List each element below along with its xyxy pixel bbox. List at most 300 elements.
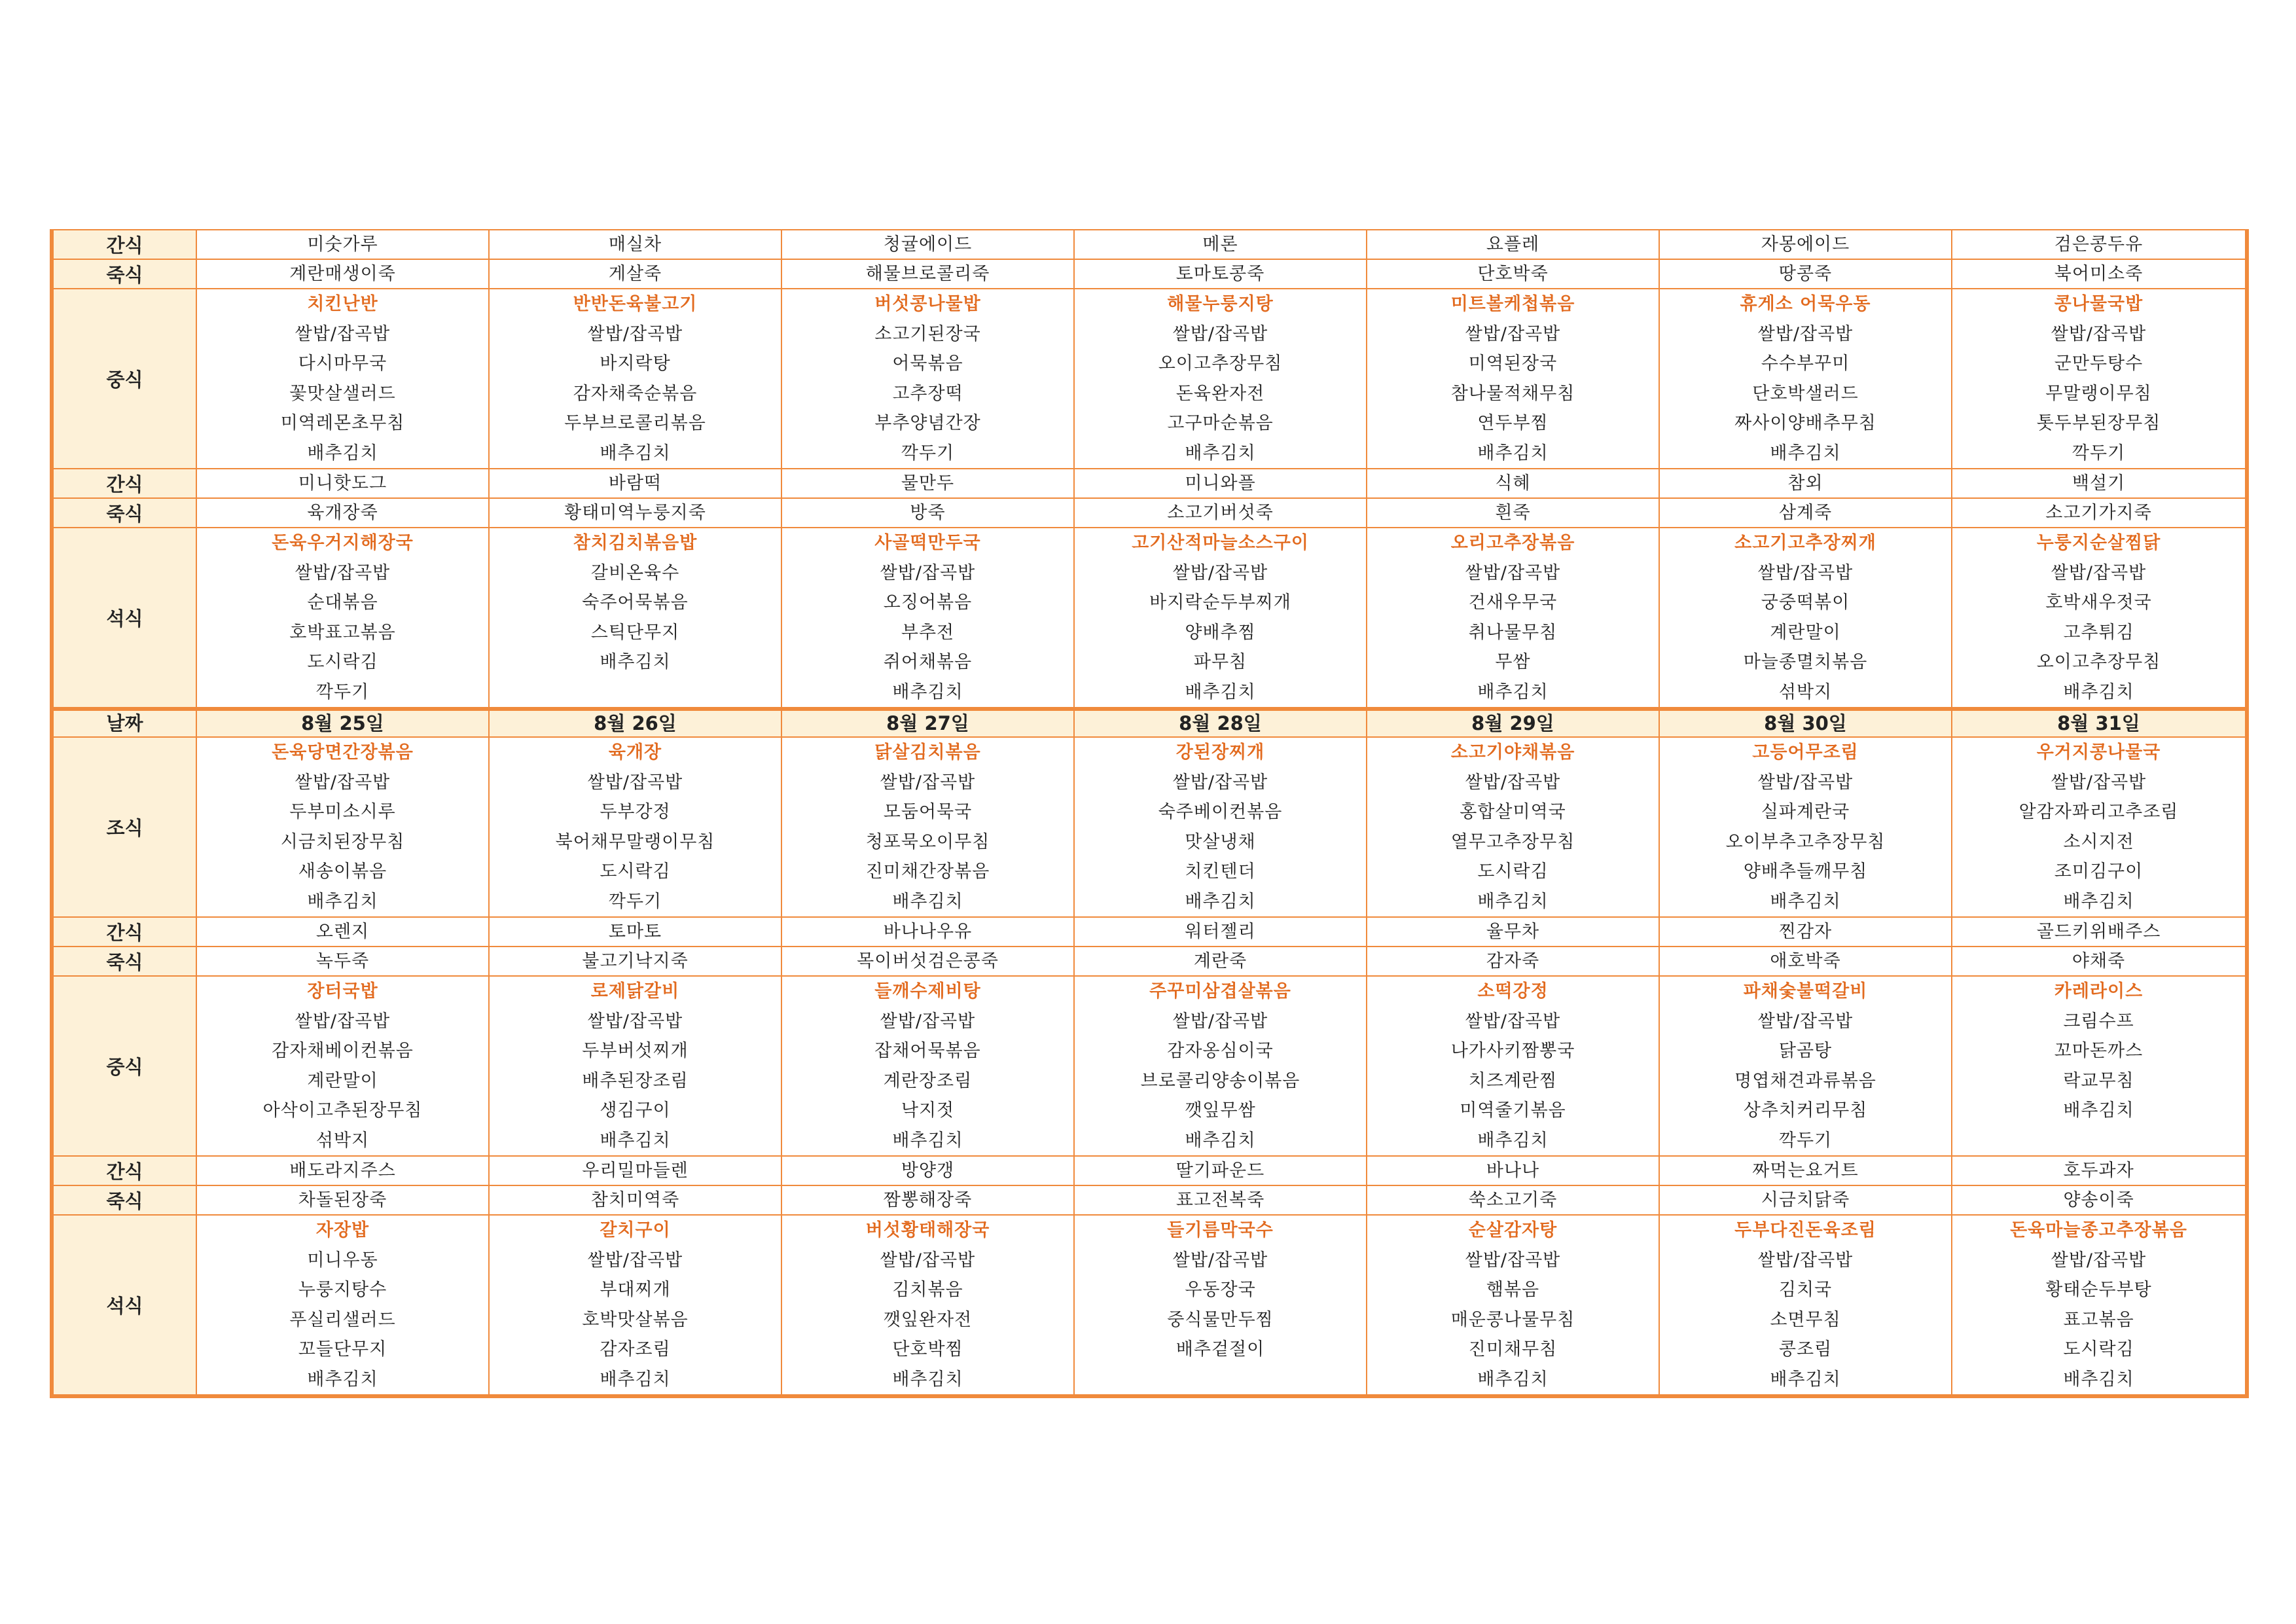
menu-cell <box>1659 947 1952 976</box>
menu-item: 참나물적채무침 <box>1450 383 1575 404</box>
meal-type-label: 중식 <box>52 289 196 469</box>
menu-item: 쌀밥/잡곡밥 <box>295 772 391 793</box>
menu-item: 호박맛살볶음 <box>582 1309 689 1330</box>
menu-item: 오렌지 <box>315 922 370 942</box>
menu-item: 청포묵오이무침 <box>865 831 990 852</box>
menu-item: 갈비온육수 <box>590 562 680 583</box>
main-dish: 소떡강정 <box>1477 981 1549 1001</box>
menu-item: 두부버섯찌개 <box>582 1041 689 1061</box>
menu-item: 배추김치 <box>600 1130 671 1151</box>
main-dish: 들깨수제비탕 <box>874 981 981 1001</box>
main-dish: 소고기고추장찌개 <box>1734 533 1876 553</box>
menu-cell <box>1367 289 1659 469</box>
main-dish: 육개장 <box>608 742 662 763</box>
meal-row <box>52 1215 2247 1396</box>
menu-item: 무쌈 <box>1495 652 1531 672</box>
menu-item: 김치볶음 <box>892 1280 963 1300</box>
menu-cell <box>781 1156 1074 1185</box>
menu-item: 열무고추장무침 <box>1450 831 1575 852</box>
menu-item: 실파계란국 <box>1761 802 1850 822</box>
menu-item: 계란장조림 <box>883 1070 973 1091</box>
menu-item: 양배추찜 <box>1185 622 1256 643</box>
main-dish: 우거지콩나물국 <box>2036 742 2161 763</box>
menu-item: 쌀밥/잡곡밥 <box>295 323 391 344</box>
menu-item: 쌀밥/잡곡밥 <box>2051 1250 2147 1271</box>
menu-item: 미역된장국 <box>1468 353 1558 374</box>
menu-item: 배도라지주스 <box>289 1161 396 1181</box>
menu-item: 낙지젓 <box>901 1100 955 1121</box>
menu-cell <box>196 1185 489 1215</box>
menu-item: 나가사키짬뽕국 <box>1450 1041 1575 1061</box>
menu-cell <box>1074 1215 1367 1396</box>
menu-cell <box>1367 737 1659 917</box>
menu-item: 북어채무말랭이무침 <box>555 831 715 852</box>
menu-item: 육개장죽 <box>307 503 378 523</box>
meal-type-label: 죽식 <box>52 498 196 528</box>
main-dish: 고등어무조림 <box>1752 742 1859 763</box>
menu-item: 시금치된장무침 <box>280 831 405 852</box>
meal-menu-table <box>50 229 2249 1398</box>
menu-item: 도시락김 <box>2063 1339 2134 1360</box>
menu-cell <box>781 1215 1074 1396</box>
menu-item: 새송이볶음 <box>298 861 387 882</box>
menu-cell <box>489 259 781 289</box>
menu-cell <box>1952 469 2247 498</box>
menu-item: 쌀밥/잡곡밥 <box>880 1011 976 1032</box>
menu-item <box>490 677 781 708</box>
menu-item: 진미채간장볶음 <box>865 861 990 882</box>
date-cell: 8월 25일 <box>196 709 489 737</box>
menu-item: 워터젤리 <box>1185 922 1256 942</box>
meal-row <box>52 917 2247 947</box>
menu-item: 매실차 <box>608 234 662 255</box>
menu-cell <box>1952 259 2247 289</box>
menu-item: 섞박지 <box>1778 681 1833 702</box>
menu-cell <box>196 230 489 259</box>
menu-item: 배추김치 <box>892 681 963 702</box>
menu-item: 꼬마돈까스 <box>2054 1041 2144 1061</box>
menu-item: 배추김치 <box>1185 442 1256 463</box>
menu-item: 꼬들단무지 <box>298 1339 387 1360</box>
menu-cell <box>1367 498 1659 528</box>
menu-item: 두부미소시루 <box>289 802 396 822</box>
main-dish: 장터국밥 <box>307 981 378 1001</box>
date-cell: 8월 30일 <box>1659 709 1952 737</box>
menu-cell <box>781 1185 1074 1215</box>
menu-item: 고구마순볶음 <box>1167 413 1274 433</box>
meal-type-label: 죽식 <box>52 1185 196 1215</box>
menu-cell <box>1659 737 1952 917</box>
menu-item: 숙주어묵볶음 <box>582 592 689 613</box>
main-dish: 돈육당면간장볶음 <box>272 742 414 763</box>
menu-item: 어묵볶음 <box>892 353 963 374</box>
menu-item: 미숫가루 <box>307 234 378 255</box>
menu-item: 백설기 <box>2072 473 2126 494</box>
menu-item: 쌀밥/잡곡밥 <box>1465 323 1561 344</box>
menu-item: 골드키위배주스 <box>2036 922 2161 942</box>
menu-item: 감자옹심이국 <box>1167 1041 1274 1061</box>
menu-item: 깍두기 <box>901 442 955 463</box>
menu-cell <box>1074 976 1367 1156</box>
menu-item: 누룽지탕수 <box>298 1280 387 1300</box>
menu-cell <box>1952 1215 2247 1396</box>
menu-item: 호박새우젓국 <box>2045 592 2152 613</box>
main-dish: 소고기야채볶음 <box>1450 742 1575 763</box>
meal-type-label: 간식 <box>52 1156 196 1185</box>
meal-row <box>52 259 2247 289</box>
menu-cell <box>489 469 781 498</box>
menu-item: 진미채무침 <box>1468 1339 1558 1360</box>
menu-item: 소시지전 <box>2063 831 2134 852</box>
menu-cell <box>1367 1215 1659 1396</box>
menu-cell <box>196 289 489 469</box>
menu-item: 양송이죽 <box>2063 1190 2134 1210</box>
menu-cell <box>1074 498 1367 528</box>
menu-cell <box>781 528 1074 709</box>
menu-item: 쌀밥/잡곡밥 <box>1757 562 1854 583</box>
menu-item: 쌀밥/잡곡밥 <box>295 562 391 583</box>
menu-cell <box>781 917 1074 947</box>
menu-cell <box>1659 1185 1952 1215</box>
meal-row <box>52 469 2247 498</box>
menu-item: 푸실리샐러드 <box>289 1309 396 1330</box>
menu-cell <box>1952 1185 2247 1215</box>
menu-cell <box>489 230 781 259</box>
menu-cell <box>781 498 1074 528</box>
menu-item: 바람떡 <box>608 473 662 494</box>
menu-item: 쌀밥/잡곡밥 <box>1757 1250 1854 1271</box>
menu-item: 배추김치 <box>600 442 671 463</box>
menu-cell <box>1659 917 1952 947</box>
menu-item: 배추김치 <box>307 1369 378 1390</box>
menu-item: 검은콩두유 <box>2054 234 2144 255</box>
menu-item: 배추김치 <box>892 1369 963 1390</box>
menu-item: 짜먹는요거트 <box>1752 1161 1859 1181</box>
menu-cell <box>1074 1185 1367 1215</box>
menu-item: 쌀밥/잡곡밥 <box>2051 562 2147 583</box>
date-label: 날짜 <box>52 709 196 737</box>
meal-type-label: 죽식 <box>52 947 196 976</box>
menu-cell <box>196 259 489 289</box>
menu-item: 치킨텐더 <box>1185 861 1256 882</box>
meal-row <box>52 737 2247 917</box>
menu-item: 쑥소고기죽 <box>1468 1190 1558 1210</box>
date-row <box>52 709 2247 737</box>
menu-item: 호두과자 <box>2063 1161 2134 1181</box>
menu-cell <box>1659 469 1952 498</box>
menu-item: 바지락순두부찌개 <box>1149 592 1291 613</box>
menu-cell <box>1952 528 2247 709</box>
menu-item: 방죽 <box>910 503 946 523</box>
menu-cell <box>196 469 489 498</box>
menu-item: 자몽에이드 <box>1761 234 1850 255</box>
menu-item: 배추김치 <box>1477 891 1549 912</box>
menu-item: 쌀밥/잡곡밥 <box>1757 1011 1854 1032</box>
main-dish: 갈치구이 <box>600 1220 671 1240</box>
menu-cell <box>1659 528 1952 709</box>
menu-item: 메론 <box>1202 234 1238 255</box>
menu-item: 단호박샐러드 <box>1752 383 1859 404</box>
menu-item: 우리밀마들렌 <box>582 1161 689 1181</box>
menu-item: 게살죽 <box>608 264 662 284</box>
menu-item: 쌀밥/잡곡밥 <box>1465 1250 1561 1271</box>
main-dish: 미트볼케첩볶음 <box>1450 294 1575 314</box>
menu-cell <box>1659 1156 1952 1185</box>
menu-item: 표고볶음 <box>2063 1309 2134 1330</box>
menu-item: 감자죽 <box>1486 951 1540 971</box>
menu-item: 감자채죽순볶음 <box>573 383 698 404</box>
menu-item: 쌀밥/잡곡밥 <box>295 1011 391 1032</box>
menu-item: 수수부꾸미 <box>1761 353 1850 374</box>
menu-item: 토마토콩죽 <box>1175 264 1265 284</box>
menu-item: 조미김구이 <box>2054 861 2144 882</box>
menu-cell <box>1952 498 2247 528</box>
menu-item: 단호박찜 <box>892 1339 963 1360</box>
menu-item: 도시락김 <box>600 861 671 882</box>
menu-cell <box>781 289 1074 469</box>
meal-type-label: 석식 <box>52 1215 196 1396</box>
menu-cell <box>1367 259 1659 289</box>
menu-cell <box>781 737 1074 917</box>
menu-cell <box>489 737 781 917</box>
menu-item: 짜사이양배추무침 <box>1734 413 1876 433</box>
menu-item: 계란매생이죽 <box>289 264 396 284</box>
menu-item: 해물브로콜리죽 <box>865 264 990 284</box>
menu-item: 배추김치 <box>1770 442 1841 463</box>
menu-item: 닭곰탕 <box>1778 1041 1833 1061</box>
menu-item: 쌀밥/잡곡밥 <box>587 323 683 344</box>
menu-cell <box>1952 917 2247 947</box>
menu-item: 쌀밥/잡곡밥 <box>880 562 976 583</box>
menu-cell <box>489 1215 781 1396</box>
menu-cell <box>1952 230 2247 259</box>
menu-item: 배추된장조림 <box>582 1070 689 1091</box>
meal-row <box>52 1185 2247 1215</box>
menu-cell <box>1659 976 1952 1156</box>
menu-item: 배추김치 <box>892 891 963 912</box>
menu-item: 도시락김 <box>1477 861 1549 882</box>
menu-item: 미니핫도그 <box>298 473 387 494</box>
main-dish: 돈육우거지해장국 <box>272 533 414 553</box>
menu-item: 홍합살미역국 <box>1460 802 1566 822</box>
menu-item: 애호박죽 <box>1770 951 1841 971</box>
menu-item: 순대볶음 <box>307 592 378 613</box>
date-cell: 8월 31일 <box>1952 709 2247 737</box>
menu-item: 배추김치 <box>1185 681 1256 702</box>
menu-cell <box>1952 1156 2247 1185</box>
menu-cell <box>781 230 1074 259</box>
menu-item: 깍두기 <box>2072 442 2126 463</box>
menu-item: 도시락김 <box>307 652 378 672</box>
menu-item: 쌀밥/잡곡밥 <box>1757 772 1854 793</box>
menu-item: 배추김치 <box>307 442 378 463</box>
menu-cell <box>489 528 781 709</box>
menu-item: 쌀밥/잡곡밥 <box>2051 772 2147 793</box>
menu-cell <box>1367 230 1659 259</box>
menu-item: 쌀밥/잡곡밥 <box>1172 323 1268 344</box>
menu-item: 중식물만두찜 <box>1167 1309 1274 1330</box>
menu-item: 스틱단무지 <box>590 622 680 643</box>
menu-cell <box>1367 976 1659 1156</box>
menu-item: 배추김치 <box>2063 1369 2134 1390</box>
menu-item: 쌀밥/잡곡밥 <box>2051 323 2147 344</box>
menu-item: 쌀밥/잡곡밥 <box>880 772 976 793</box>
menu-item: 쌀밥/잡곡밥 <box>880 1250 976 1271</box>
main-dish: 고기산적마늘소스구이 <box>1132 533 1309 553</box>
menu-item: 식혜 <box>1495 473 1531 494</box>
menu-cell <box>1074 528 1367 709</box>
menu-item: 깍두기 <box>1778 1130 1833 1151</box>
main-dish: 닭살김치볶음 <box>874 742 981 763</box>
menu-item: 짬뽕해장죽 <box>883 1190 973 1210</box>
menu-item: 배추김치 <box>1770 891 1841 912</box>
menu-item: 무말랭이무침 <box>2045 383 2152 404</box>
menu-item: 배추김치 <box>2063 1100 2134 1121</box>
meal-row <box>52 230 2247 259</box>
menu-cell <box>196 528 489 709</box>
menu-item: 김치국 <box>1778 1280 1833 1300</box>
meal-type-label: 죽식 <box>52 259 196 289</box>
menu-item: 소고기가지죽 <box>2045 503 2152 523</box>
menu-item: 배추김치 <box>1477 681 1549 702</box>
menu-cell <box>1367 1156 1659 1185</box>
menu-item: 바나나우유 <box>883 922 973 942</box>
menu-cell <box>1074 737 1367 917</box>
menu-cell <box>1367 469 1659 498</box>
main-dish: 카레라이스 <box>2054 981 2144 1001</box>
main-dish: 사골떡만두국 <box>874 533 981 553</box>
menu-item: 감자조림 <box>600 1339 671 1360</box>
menu-cell <box>489 976 781 1156</box>
menu-item: 쌀밥/잡곡밥 <box>1465 1011 1561 1032</box>
meal-row <box>52 498 2247 528</box>
menu-item: 양배추들깨무침 <box>1743 861 1868 882</box>
week-dated-section <box>52 737 2247 1396</box>
meal-type-label: 중식 <box>52 976 196 1156</box>
menu-item: 배추김치 <box>1477 1130 1549 1151</box>
menu-item: 깻잎무쌈 <box>1185 1100 1256 1121</box>
menu-item: 부추양념간장 <box>874 413 981 433</box>
menu-item: 배추김치 <box>2063 891 2134 912</box>
meal-row <box>52 289 2247 469</box>
menu-item: 표고전복죽 <box>1175 1190 1265 1210</box>
menu-cell <box>1074 1156 1367 1185</box>
menu-item: 맛살냉채 <box>1185 831 1256 852</box>
menu-item: 명엽채견과류볶음 <box>1734 1070 1876 1091</box>
menu-item: 깻잎완자전 <box>883 1309 973 1330</box>
main-dish: 누룽지순살찜닭 <box>2036 533 2161 553</box>
menu-item: 소고기된장국 <box>874 323 981 344</box>
meal-type-label: 간식 <box>52 917 196 947</box>
menu-cell <box>196 917 489 947</box>
menu-cell <box>196 1215 489 1396</box>
menu-cell <box>1952 289 2247 469</box>
menu-item: 매운콩나물무침 <box>1450 1309 1575 1330</box>
menu-item: 배추김치 <box>1185 891 1256 912</box>
menu-item: 돈육완자전 <box>1175 383 1265 404</box>
menu-item: 소고기버섯죽 <box>1167 503 1274 523</box>
main-dish: 휴게소 어묵우동 <box>1740 294 1871 314</box>
menu-cell <box>1367 917 1659 947</box>
menu-cell <box>489 1156 781 1185</box>
menu-item: 방양갱 <box>901 1161 955 1181</box>
menu-item: 배추김치 <box>2063 681 2134 702</box>
menu-item: 쌀밥/잡곡밥 <box>1465 772 1561 793</box>
menu-item: 아삭이고추된장무침 <box>262 1100 423 1121</box>
menu-item: 배추김치 <box>1477 442 1549 463</box>
menu-item: 배추겉절이 <box>1175 1339 1265 1360</box>
week-before-section <box>52 230 2247 709</box>
menu-item: 율무차 <box>1486 922 1540 942</box>
menu-item: 취나물무침 <box>1468 622 1558 643</box>
menu-item: 미니우동 <box>307 1250 378 1271</box>
menu-item: 오이고추장무침 <box>1158 353 1283 374</box>
menu-item: 쌀밥/잡곡밥 <box>1172 1250 1268 1271</box>
menu-item <box>1075 1365 1366 1395</box>
menu-item: 마늘종멸치볶음 <box>1743 652 1868 672</box>
main-dish: 해물누룽지탕 <box>1167 294 1274 314</box>
menu-item: 미니와플 <box>1185 473 1256 494</box>
menu-item: 숙주베이컨볶음 <box>1158 802 1283 822</box>
menu-item: 치즈계란찜 <box>1468 1070 1558 1091</box>
menu-cell <box>1074 289 1367 469</box>
meal-type-label: 조식 <box>52 737 196 917</box>
main-dish: 파채숯불떡갈비 <box>1743 981 1868 1001</box>
date-cell: 8월 27일 <box>781 709 1074 737</box>
menu-item: 황태미역누룽지죽 <box>564 503 706 523</box>
main-dish: 반반돈육불고기 <box>573 294 698 314</box>
menu-cell <box>1659 1215 1952 1396</box>
menu-cell <box>1367 528 1659 709</box>
main-dish: 콩나물국밥 <box>2054 294 2144 314</box>
menu-cell <box>1659 259 1952 289</box>
menu-cell <box>781 976 1074 1156</box>
menu-item: 시금치닭죽 <box>1761 1190 1850 1210</box>
menu-cell <box>1367 947 1659 976</box>
menu-item: 황태순두부탕 <box>2045 1280 2152 1300</box>
menu-item: 상추치커리무침 <box>1743 1100 1868 1121</box>
meal-row <box>52 976 2247 1156</box>
meal-row <box>52 947 2247 976</box>
menu-item: 부대찌개 <box>600 1280 671 1300</box>
date-cell: 8월 29일 <box>1367 709 1659 737</box>
main-dish: 자장밥 <box>315 1220 370 1240</box>
menu-item: 쌀밥/잡곡밥 <box>587 772 683 793</box>
menu-item: 야채죽 <box>2072 951 2126 971</box>
menu-item: 흰죽 <box>1495 503 1531 523</box>
menu-item: 감자채베이컨볶음 <box>272 1041 414 1061</box>
menu-item: 목이버섯검은콩죽 <box>857 951 999 971</box>
menu-item: 크림수프 <box>2063 1011 2134 1032</box>
menu-item: 배추김치 <box>1185 1130 1256 1151</box>
main-dish: 참치김치볶음밥 <box>573 533 698 553</box>
menu-item: 우동장국 <box>1185 1280 1256 1300</box>
menu-item: 찐감자 <box>1778 922 1833 942</box>
menu-item: 배추김치 <box>600 652 671 672</box>
menu-item: 건새우무국 <box>1468 592 1558 613</box>
menu-cell <box>1074 230 1367 259</box>
menu-item: 차돌된장죽 <box>298 1190 387 1210</box>
menu-item: 배추김치 <box>892 1130 963 1151</box>
date-cell: 8월 26일 <box>489 709 781 737</box>
menu-item: 토마토 <box>608 922 662 942</box>
menu-item: 락교무침 <box>2063 1070 2134 1091</box>
meal-type-label: 간식 <box>52 230 196 259</box>
menu-cell <box>1952 976 2247 1156</box>
menu-cell <box>1074 917 1367 947</box>
menu-item: 오징어볶음 <box>883 592 973 613</box>
menu-item: 바나나 <box>1486 1161 1540 1181</box>
